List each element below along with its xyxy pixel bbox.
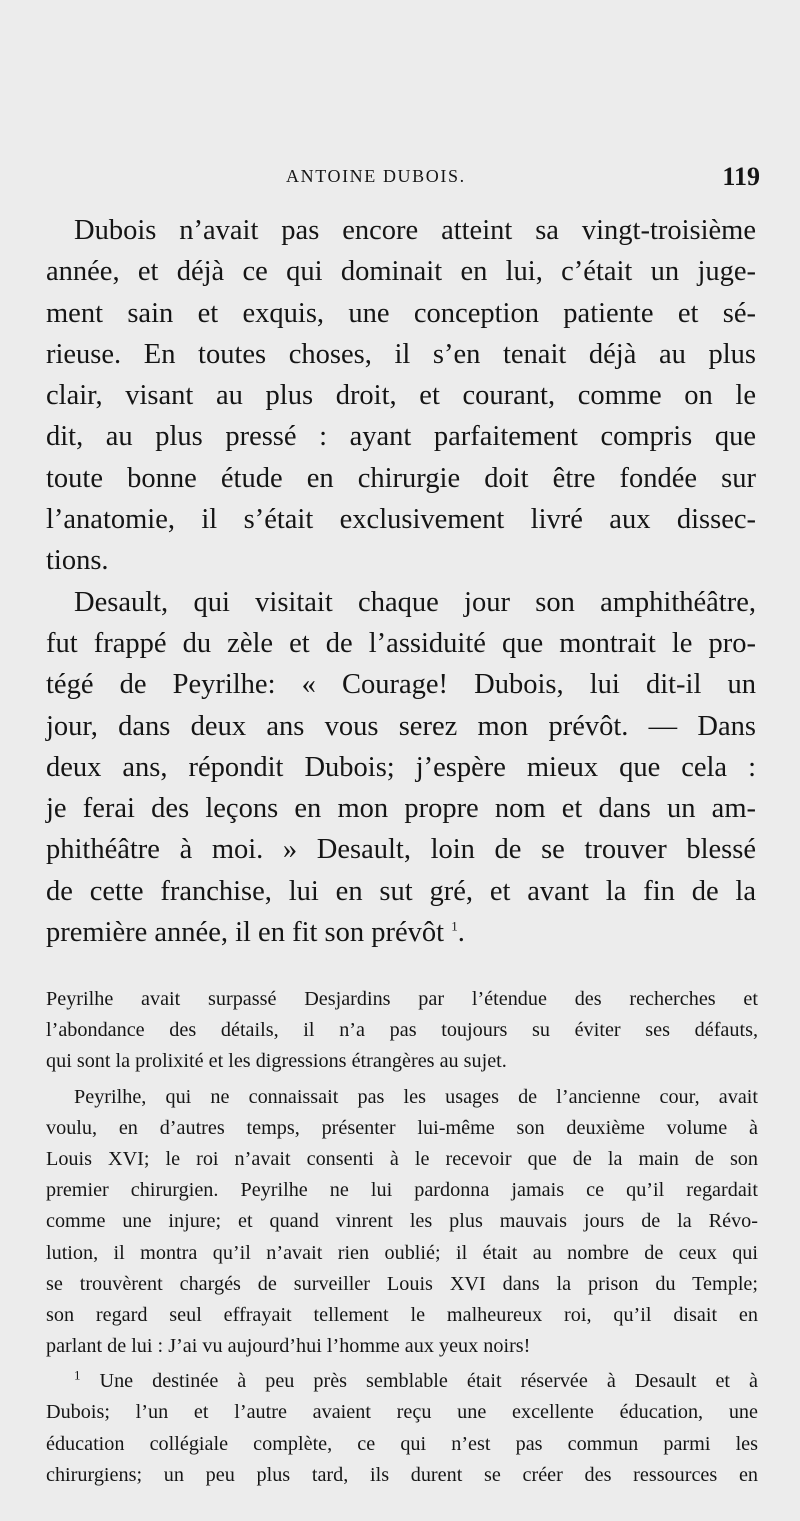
- note-line: voulu, en d’autres temps, présenter lui-même son deuxième volume à: [46, 1116, 758, 1139]
- note-text: Une destinée à peu près semblable était réservée à Desault et à: [99, 1370, 758, 1393]
- note-line: Louis XVI; le roi n’avait consenti à le recevoir que de la main de son: [46, 1147, 758, 1170]
- note-line: Peyrilhe avait surpassé Desjardins par l’étendue des recherches et: [46, 988, 758, 1010]
- running-title: ANTOINE DUBOIS.: [286, 166, 466, 186]
- note-line: [46, 1366, 758, 1397]
- note-line: son regard seul effrayait tellement le malheureux roi, qu’il disait en: [46, 1303, 758, 1326]
- note-line: comme une injure; et quand vinrent les plus mauvais jours de la Révo-: [46, 1210, 758, 1233]
- page-header: [48, 162, 760, 196]
- text-line: année, et déjà ce qui dominait en lui, c’était un juge-: [46, 256, 756, 288]
- text-line: Desault, qui visitait chaque jour son amphithéâtre,: [74, 586, 756, 618]
- text-line: tégé de Peyrilhe: « Courage! Dubois, lui dit-il un: [46, 669, 756, 701]
- text-line: ment sain et exquis, une conception patiente et sé-: [46, 297, 756, 329]
- text-line: je ferai des leçons en mon propre nom et dans un am-: [46, 793, 756, 825]
- note-line: se trouvèrent chargés de surveiller Louis XVI dans la prison du Temple;: [46, 1272, 758, 1295]
- text-line: Dubois n’avait pas encore atteint sa vingt-troisième: [74, 215, 756, 246]
- note-line: Dubois; l’un et l’autre avaient reçu une excellente éducation, une: [46, 1401, 758, 1424]
- text-line: dit, au plus pressé : ayant parfaitement compris que: [46, 421, 756, 453]
- note-line: l’abondance des détails, il n’a pas toujours su éviter ses défauts,: [46, 1019, 758, 1042]
- note-line: premier chirurgien. Peyrilhe ne lui pardonna jamais ce qu’il regardait: [46, 1179, 758, 1202]
- note-line: qui sont la prolixité et les digressions étrangères au sujet.: [46, 1050, 507, 1073]
- end-punctuation: .: [457, 917, 465, 949]
- text-line: de cette franchise, lui en sut gré, et avant la fin de la: [46, 875, 756, 907]
- text-line: première année, il en fit son prévôt: [46, 917, 445, 949]
- page-number: 119: [722, 162, 760, 191]
- note-line: éducation collégiale complète, ce qui n’est pas commun parmi les: [46, 1432, 758, 1455]
- text-line-final: [46, 912, 756, 953]
- text-line: rieuse. En toutes choses, il s’en tenait déjà au plus: [46, 338, 756, 370]
- footnote-marker: 1: [74, 1367, 81, 1383]
- text-line: toute bonne étude en chirurgie doit être fondée sur: [46, 462, 756, 494]
- note-line: lution, il montra qu’il n’avait rien oublié; il était au nombre de ceux qui: [46, 1241, 758, 1264]
- footnotes: [46, 984, 758, 1491]
- text-line: deux ans, répondit Dubois; j’espère mieux que cela :: [46, 751, 756, 783]
- main-text: [46, 210, 756, 953]
- text-line: phithéâtre à moi. » Desault, loin de se trouver blessé: [46, 834, 756, 866]
- text-line: jour, dans deux ans vous serez mon prévôt. — Dans: [46, 710, 756, 742]
- note-line: chirurgiens; un peu plus tard, ils durent se créer des ressources en: [46, 1463, 758, 1486]
- note-line: parlant de lui : J’ai vu aujourd’hui l’homme aux yeux noirs!: [46, 1335, 531, 1358]
- footnote-reference: 1: [451, 918, 458, 934]
- text-line: clair, visant au plus droit, et courant, comme on le: [46, 380, 756, 412]
- note-line: Peyrilhe, qui ne connaissait pas les usages de l’ancienne cour, avait: [74, 1085, 758, 1108]
- text-line: fut frappé du zèle et de l’assiduité que montrait le pro-: [46, 627, 756, 659]
- text-line: tions.: [46, 545, 109, 577]
- text-line: l’anatomie, il s’était exclusivement livré aux dissec-: [46, 504, 756, 536]
